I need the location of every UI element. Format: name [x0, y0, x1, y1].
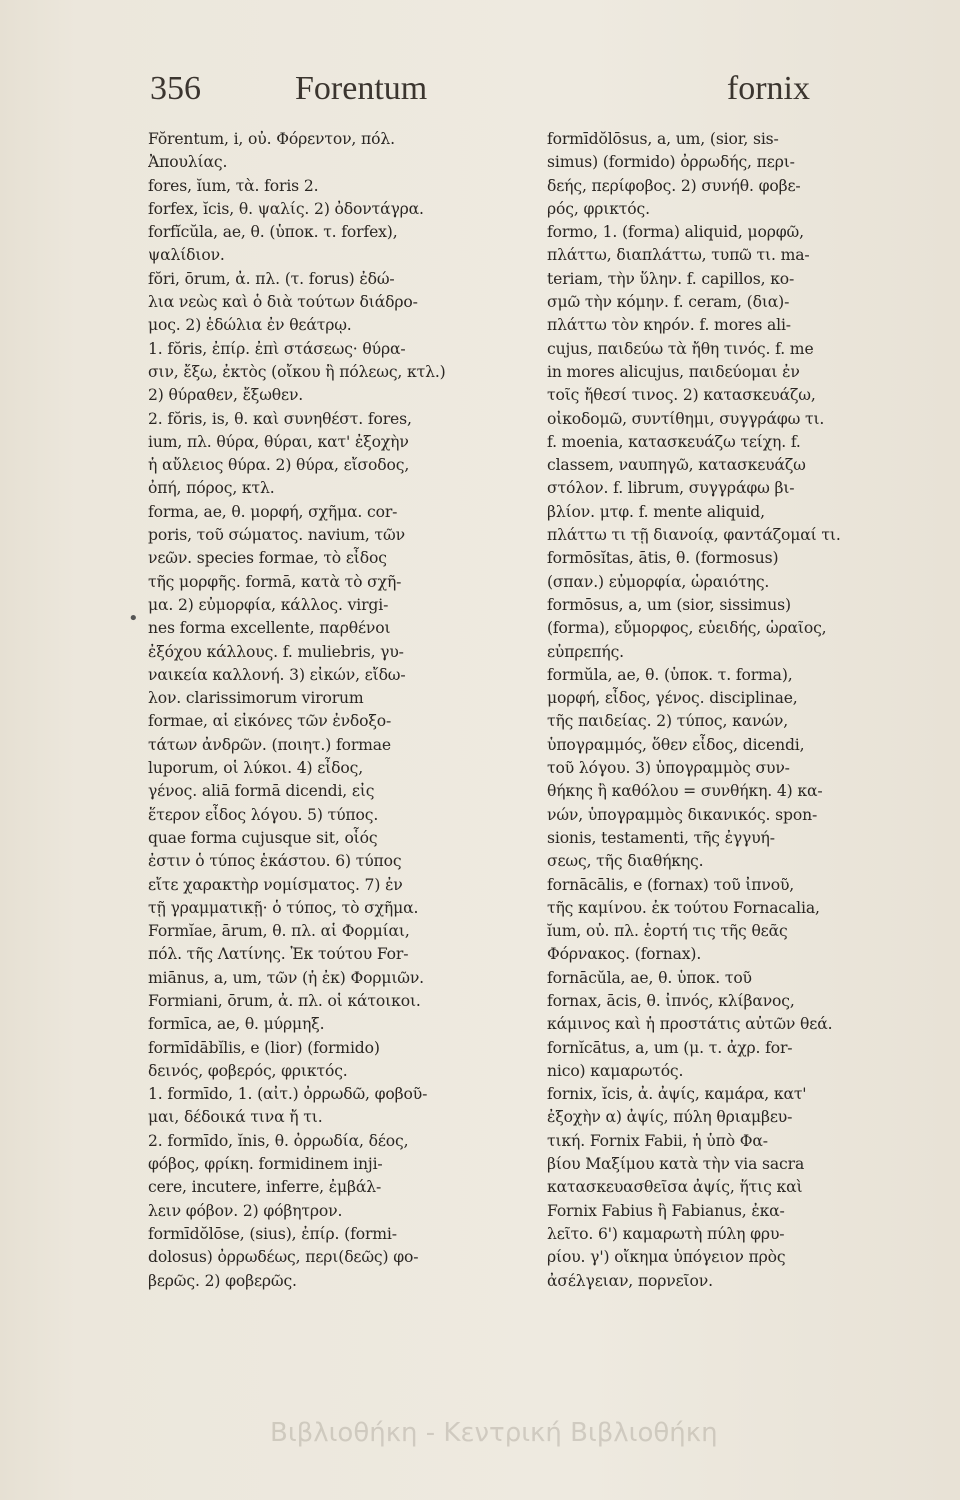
entry-line: 2. formīdo, ĭnis, θ. ὀρρωδία, δέος, [148, 1131, 409, 1150]
entry-line: τική. Fornix Fabii, ἡ ὑπὸ Φα- [547, 1131, 768, 1150]
page-number: 356 [150, 70, 201, 107]
entry-line: θήκης ἢ καθόλου = συνθήκη. 4) κα- [547, 782, 823, 801]
right-headword: fornix [726, 70, 810, 107]
entry-line: simus) (formido) ὀρρωδής, περι- [547, 153, 795, 172]
entry-line: σεως, τῆς διαθήκης. [547, 852, 704, 871]
entry-line: μα. 2) εὐμορφία, κάλλος. virgi- [148, 595, 389, 614]
entry-line: μορφή, εἶδος, γένος. disciplinae, [547, 689, 798, 708]
entry-line: dolosus) ὀρρωδέως, περι(δεῶς) φο- [148, 1248, 419, 1267]
entry-line: μος. 2) ἑδώλια ἐν θεάτρῳ. [148, 316, 352, 335]
entry-line: forfex, ĭcis, θ. ψαλίς. 2) ὀδοντάγρα. [148, 199, 424, 218]
entry-line: ἐξόχου κάλλους. f. muliebris, γυ- [148, 642, 404, 661]
entry-line: ὀπή, πόρος, κτλ. [148, 479, 275, 498]
entry-line: in mores alicujus, παιδεύομαι ἐν [547, 362, 800, 381]
entry-line: fornācālis, e (fornax) τοῦ ἰπνοῦ, [547, 875, 795, 894]
entry-line: ψαλίδιον. [148, 246, 225, 265]
entry-line: forfĭcŭla, ae, θ. (ὑποκ. τ. forfex), [148, 223, 398, 242]
entry-line: formīdābĭlis, e (lior) (formido) [148, 1038, 380, 1057]
entry-line: ἕτερον εἶδος λόγου. 5) τύπος. [148, 805, 379, 824]
entry-line: Fŏrentum, i, οὐ. Φόρεντον, πόλ. [148, 130, 395, 148]
entry-line: ἐστιν ὁ τύπος ἑκάστου. 6) τύπος [148, 852, 402, 871]
entry-line: μαι, δέδοικά τινα ἤ τι. [148, 1108, 323, 1127]
entry-line: miānus, a, um, τῶν (ἡ ἐκ) Φορμιῶν. [148, 968, 424, 987]
entry-line: δεινός, φοβερός, φρικτός. [148, 1061, 348, 1080]
entry-line: τῆς μορφῆς. formā, κατὰ τὸ σχῆ- [148, 572, 402, 591]
entry-line: Ἀπουλίας. [148, 153, 228, 172]
left-headword: Forentum [295, 70, 428, 107]
entry-line: formōsus, a, um (sior, sissimus) [547, 595, 791, 614]
entry-line: Fornix Fabius ἢ Fabianus, ἐκα- [547, 1201, 785, 1220]
entry-line: ὑπογραμμός, ὅθεν εἶδος, dicendi, [547, 735, 805, 754]
entry-line: πόλ. τῆς Λατίνης. Ἐκ τούτου For- [148, 945, 409, 964]
entry-line: fornĭcātus, a, um (μ. τ. ἀχρ. for- [547, 1038, 793, 1057]
entry-line: 1. formīdo, 1. (αἰτ.) ὀρρωδῶ, φοβοῦ- [148, 1085, 428, 1104]
entry-line: fornācŭla, ae, θ. ὑποκ. τοῦ [547, 968, 752, 987]
entry-line: (σπαν.) εὐμορφία, ὡραιότης. [547, 572, 770, 591]
entry-line: fores, ĭum, τὰ. foris 2. [148, 176, 319, 195]
entry-line: ἀσέλγειαν, πορνεῖον. [547, 1271, 713, 1290]
entry-line: ἐξοχὴν α) ἀψίς, πύλη θριαμβευ- [547, 1108, 793, 1127]
entry-line: τάτων ἀνδρῶν. (ποιητ.) formae [148, 735, 391, 754]
entry-line: cujus, παιδεύω τὰ ἤθη τινός. f. me [547, 339, 814, 358]
entry-line: ναικεία καλλονή. 3) εἰκών, εἴδω- [148, 665, 406, 684]
entry-line: formīdŏlōse, (sius), ἐπίρ. (formi- [148, 1224, 397, 1243]
entry-line: πλάττω τι τῇ διανοίᾳ, φαντάζομαί τι. [547, 526, 841, 545]
entry-line: τῇ γραμματικῇ· ὁ τύπος, τὸ σχῆμα. [148, 898, 419, 917]
entry-line: poris, τοῦ σώματος. navium, τῶν [148, 526, 405, 545]
entry-line: formīca, ae, θ. μύρμηξ. [148, 1015, 325, 1034]
entry-line: ρός, φρικτός. [547, 199, 650, 218]
entry-line: f. moenia, κατασκευάζω τείχη. f. [547, 432, 801, 451]
entry-line: 1. fŏris, ἐπίρ. ἐπὶ στάσεως· θύρα- [148, 339, 406, 358]
entry-line: ium, πλ. θύρα, θύραι, κατ' ἐξοχὴν [148, 432, 409, 451]
left-column [148, 128, 543, 1448]
entry-line: ĭum, οὐ. πλ. ἑορτή τις τῆς θεᾶς [547, 922, 788, 941]
entry-line: formōsĭtas, ātis, θ. (formosus) [547, 549, 779, 568]
library-watermark: Βιβλιοθήκη - Κεντρική Βιβλιοθήκη [270, 1418, 718, 1448]
entry-line: classem, ναυπηγῶ, κατασκευάζω [547, 456, 806, 475]
entry-line: κατασκευασθεῖσα ἀψίς, ἥτις καὶ [547, 1178, 803, 1197]
entry-line: formo, 1. (forma) aliquid, μορφῶ, [547, 223, 804, 242]
entry-line: λον. clarissimorum virorum [148, 689, 364, 708]
entry-line: sionis, testamenti, τῆς ἐγγυή- [547, 828, 775, 847]
entry-line: teriam, τὴν ὕλην. f. capillos, κο- [547, 269, 795, 288]
entry-line: λεῖτο. 6') καμαρωτὴ πύλη φρυ- [547, 1224, 785, 1243]
entry-line: στόλον. f. librum, συγγράφω βι- [547, 479, 795, 498]
margin-dot: • [128, 608, 139, 629]
entry-line: βερῶς. 2) φοβερῶς. [148, 1271, 297, 1290]
entry-line: τῆς καμίνου. ἐκ τούτου Fornacalia, [547, 898, 820, 917]
entry-line: φόβος, φρίκη. formidinem inji- [148, 1155, 383, 1174]
entry-line: εἴτε χαρακτὴρ νομίσματος. 7) ἐν [148, 875, 403, 894]
entry-line: ἡ αὔλειος θύρα. 2) θύρα, εἴσοδος, [148, 456, 410, 475]
entry-line: λειν φόβον. 2) φόβητρον. [148, 1201, 343, 1220]
entry-line: fornix, ĭcis, ἀ. ἀψίς, καμάρα, κατ' [547, 1085, 807, 1104]
entry-line: νών, ὑπογραμμὸς δικανικός. spon- [547, 805, 818, 824]
entry-line: quae forma cujusque sit, οἷός [148, 828, 378, 847]
entry-line: τοῦ λόγου. 3) ὑπογραμμὸς συν- [547, 759, 790, 778]
running-header [150, 70, 810, 120]
right-column [547, 128, 939, 1448]
entry-line: νεῶν. species formae, τὸ εἶδος [148, 549, 387, 568]
entry-line: formīdŏlōsus, a, um, (sior, sis- [547, 130, 779, 148]
entry-line: fŏri, ōrum, ἀ. πλ. (τ. forus) ἐδώ- [148, 269, 395, 288]
entry-line: γένος. aliā formā dicendi, εἰς [148, 782, 375, 801]
entry-line: οἰκοδομῶ, συντίθημι, συγγράφω τι. [547, 409, 825, 428]
entry-line: fornax, ācis, θ. ἰπνός, κλίβανος, [547, 991, 795, 1010]
entry-line: σμῶ τὴν κόμην. f. ceram, (δια)- [547, 293, 790, 312]
entry-line: πλάττω, διαπλάττω, τυπῶ τι. ma- [547, 246, 810, 265]
entry-line: εὐπρεπής. [547, 642, 624, 661]
entry-line: κάμινος καὶ ἡ προστάτις αὐτῶν θεά. [547, 1015, 833, 1034]
entry-line: nico) καμαρωτός. [547, 1061, 684, 1080]
entry-line: 2. fŏris, is, θ. καὶ συνηθέστ. fores, [148, 409, 412, 428]
entry-line: luporum, οἱ λύκοι. 4) εἶδος, [148, 759, 364, 778]
entry-line: cere, incutere, inferre, ἐμβάλ- [148, 1178, 382, 1197]
entry-line: σιν, ἔξω, ἐκτὸς (οἴκου ἢ πόλεως, κτλ.) [148, 362, 446, 381]
entry-line: 2) θύραθεν, ἔξωθεν. [148, 386, 304, 405]
entry-line: Φόρνακος. (fornax). [547, 945, 702, 964]
entry-line: Formiani, ōrum, ἀ. πλ. οἱ κάτοικοι. [148, 991, 421, 1010]
entry-line: formae, αἱ εἰκόνες τῶν ἐνδοξο- [148, 712, 392, 731]
entry-line: forma, ae, θ. μορφή, σχῆμα. cor- [148, 502, 398, 521]
entry-line: τῆς παιδείας. 2) τύπος, κανών, [547, 712, 789, 731]
entry-line: τοῖς ἤθεσί τινος. 2) κατασκευάζω, [547, 386, 816, 405]
entry-line: ρίου. γ') οἴκημα ὑπόγειον πρὸς [547, 1248, 786, 1267]
entry-line: formŭla, ae, θ. (ὑποκ. τ. forma), [547, 665, 793, 684]
entry-line: (forma), εὔμορφος, εὐειδής, ὡραῖος, [547, 619, 827, 638]
entry-line: λια νεὼς καὶ ὁ διὰ τούτων διάδρο- [148, 293, 418, 312]
entry-line: nes forma excellente, παρθένοι [148, 619, 391, 638]
entry-line: Formĭae, ārum, θ. πλ. αἱ Φορμίαι, [148, 922, 410, 941]
entry-line: πλάττω τὸν κηρόν. f. mores ali- [547, 316, 791, 335]
entry-line: βίου Μαξίμου κατὰ τὴν via sacra [547, 1155, 805, 1174]
entry-line: δεής, περίφοβος. 2) συνήθ. φοβε- [547, 176, 801, 195]
entry-line: βλίον. μτφ. f. mente aliquid, [547, 502, 765, 521]
